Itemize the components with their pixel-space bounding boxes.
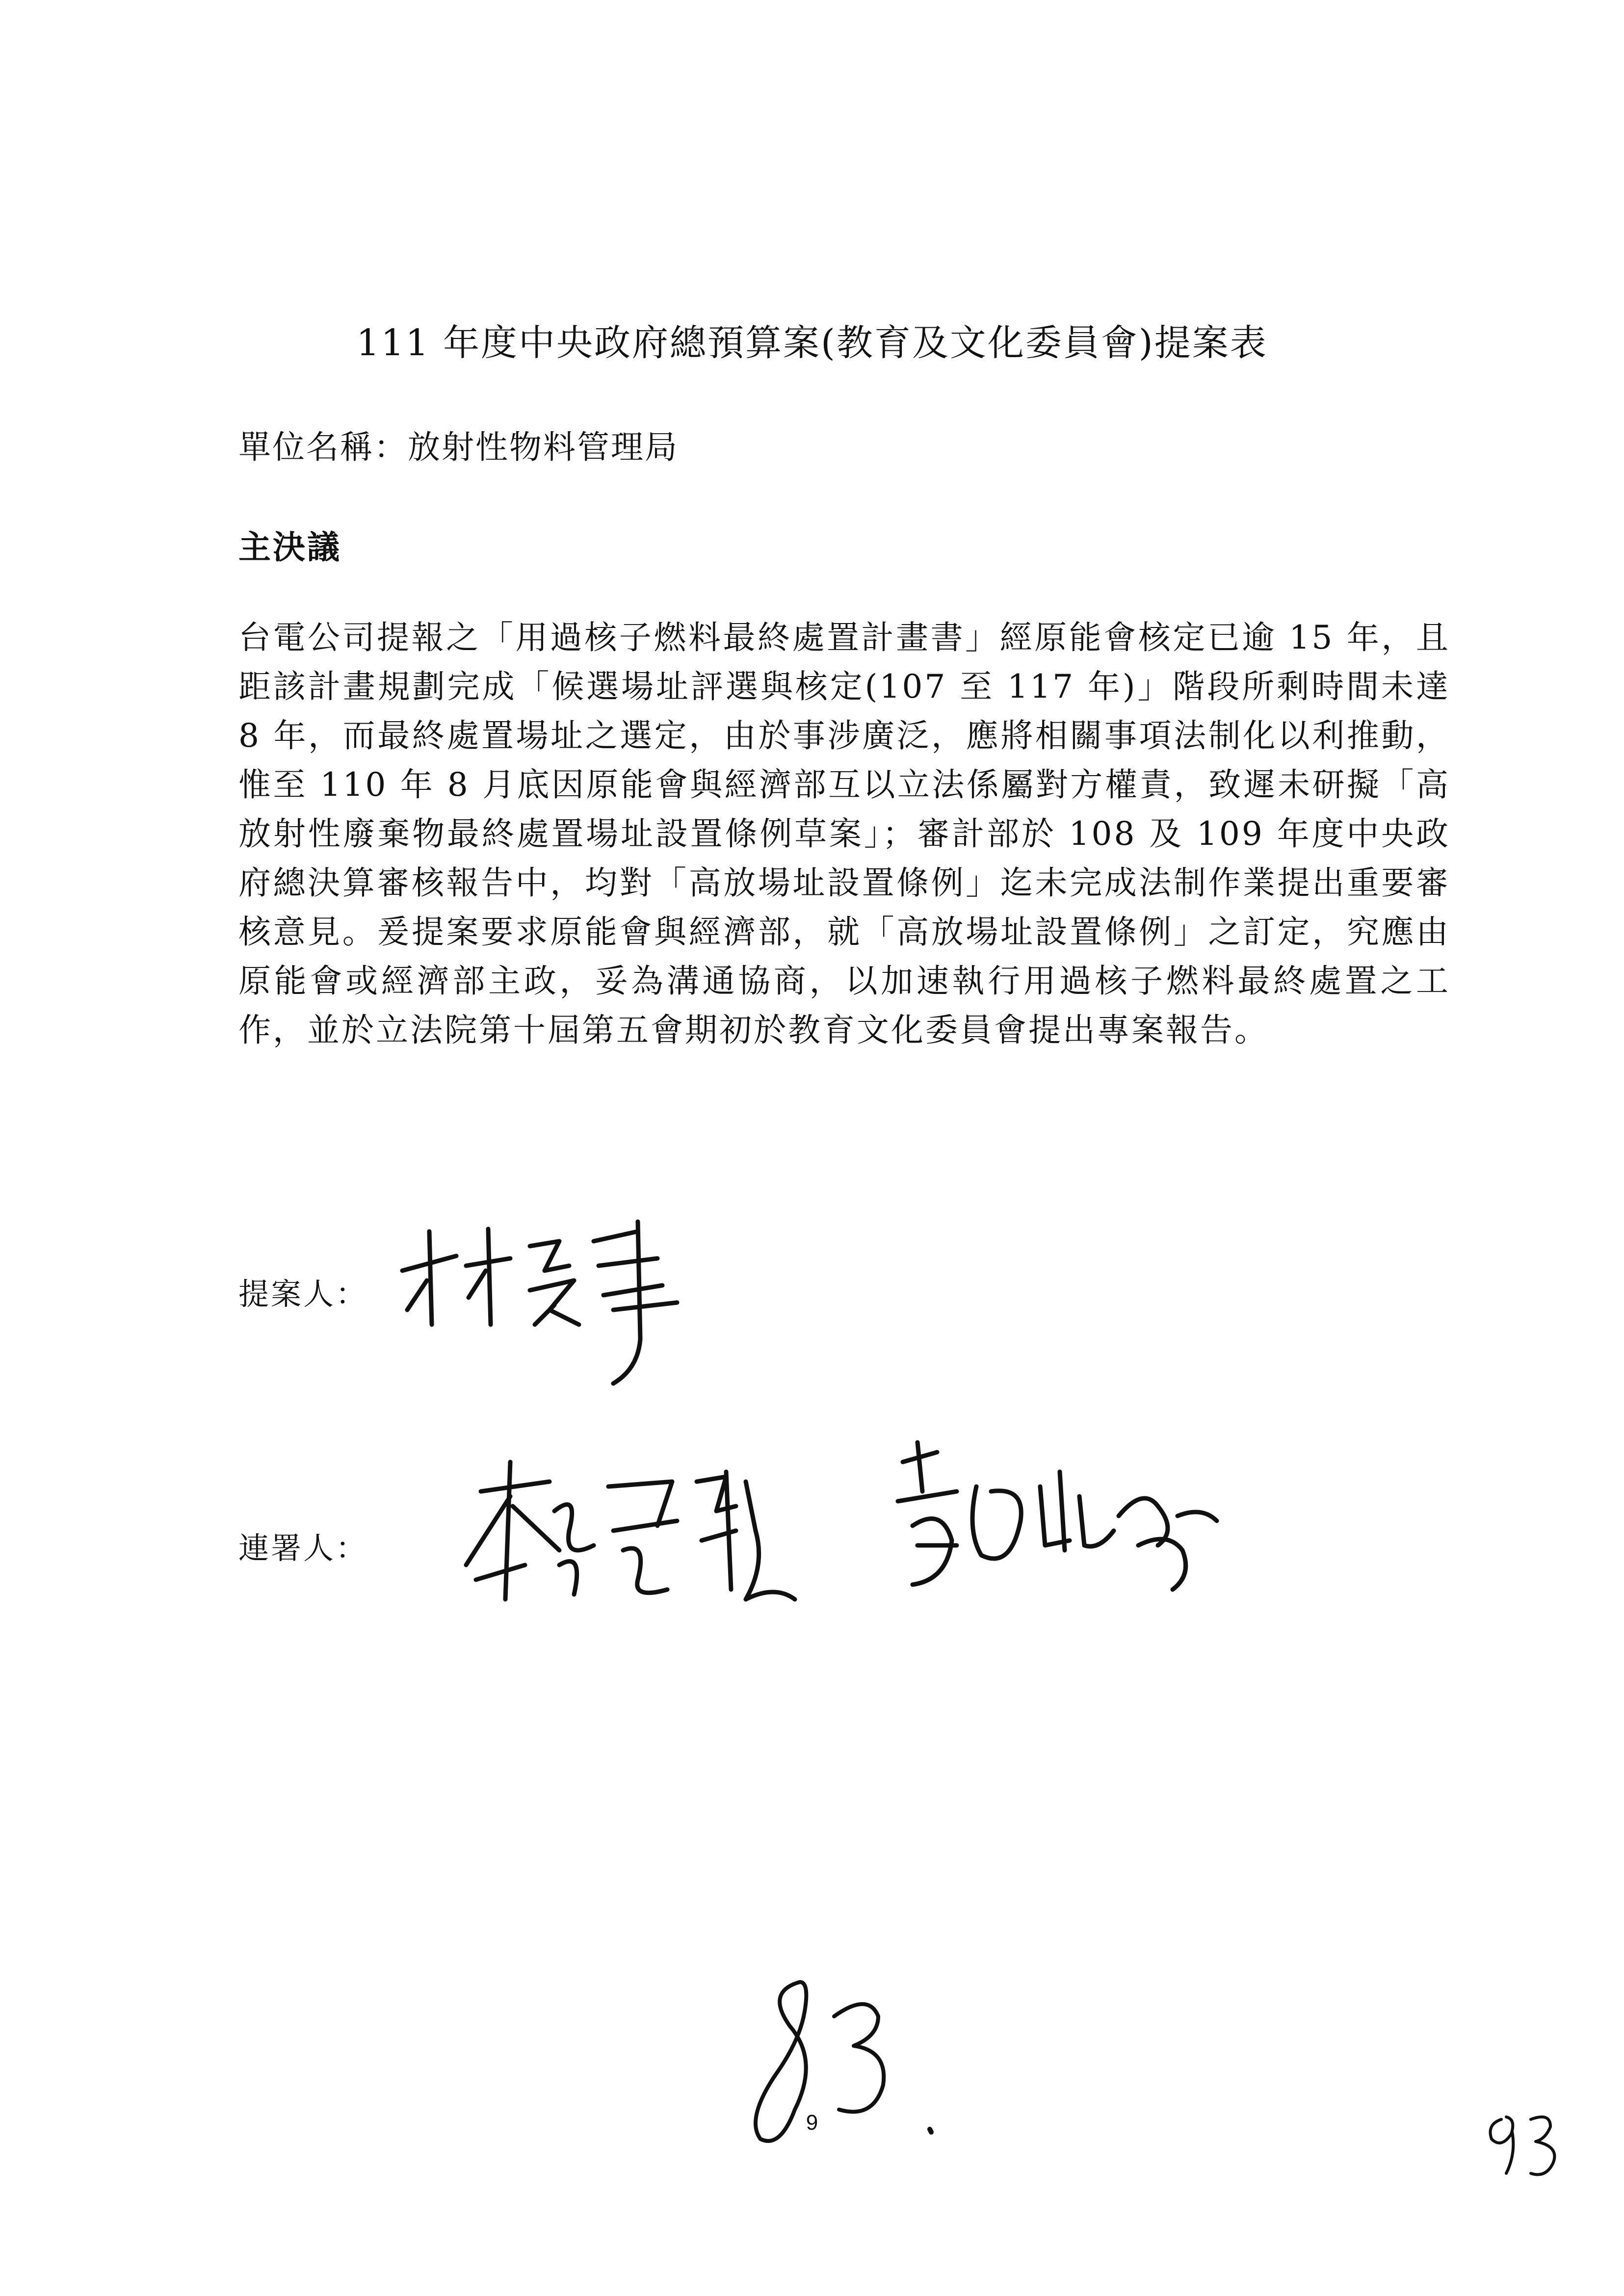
cosigner-signature-1-image <box>451 1452 824 1619</box>
document-title: 111 年度中央政府總預算案(教育及文化委員會)提案表 <box>356 322 1268 364</box>
cosigner-signature-2 <box>883 1433 1236 1599</box>
cosigner-signature-1 <box>451 1452 824 1619</box>
unit-name: 放射性物料管理局 <box>408 428 679 466</box>
proposer-label: 提案人： <box>238 1276 368 1312</box>
resolution-heading: 主決議 <box>238 528 341 566</box>
resolution-body: 台電公司提報之「用過核子燃料最終處置計畫書」經原能會核定已逾 15 年，且距該計畫規劃完成「候選場址評選與核定(107 至 117 年)」階段所剩時間未達 8 年，而最終處置場址之選定，由於事涉廣泛，應將相關事項法制化以利推動，惟至 110 年 8 月底因原能會與經濟部互以立法係屬對方權責，致遲未研擬「高放射性廢棄物最終處置場址設置條例草案」；審計部於 108 及 109 年度中央政府總決算審核報告中，均對「高放場址設置條例」迄未完成法制作業提出重要審核意見。爰提案要求原能會與經濟部，就「高放場址設置條例」之訂定，究應由原能會或經濟部主政，妥為溝通協商，以加速執行用過核子燃料最終處置之工作，並於立法院第十屆第五會期初於教育文化委員會提出專案報告。 <box>238 619 1450 1049</box>
unit-line <box>238 421 679 468</box>
proposer-signature <box>383 1212 707 1398</box>
proposer-signature-image <box>383 1212 707 1398</box>
cosigner-label: 連署人： <box>238 1530 368 1566</box>
cosigner-signature-2-image <box>883 1433 1236 1599</box>
handwritten-number-center <box>736 1962 952 2168</box>
handwritten-number-center-image <box>736 1962 952 2168</box>
unit-label: 單位名稱： <box>238 428 408 466</box>
page-number: 9 <box>806 2111 818 2135</box>
